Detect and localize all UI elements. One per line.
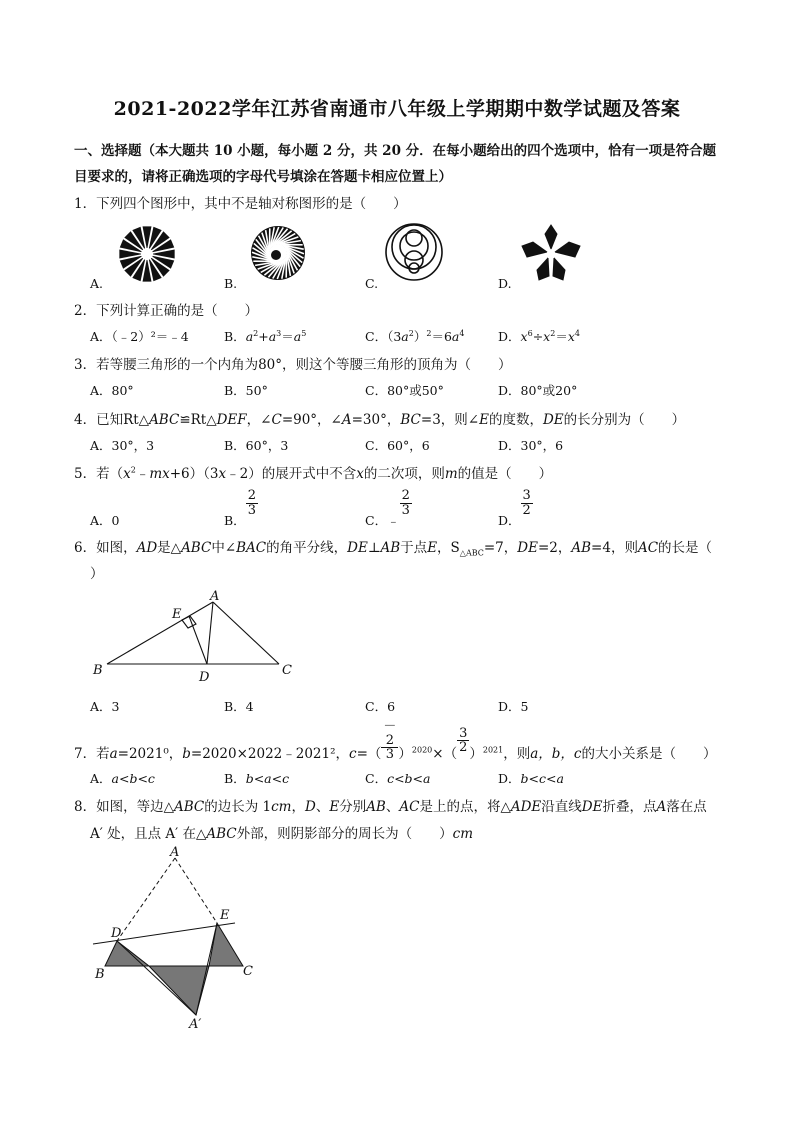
figure-1a-sunburst-icon — [118, 225, 176, 283]
q2-option-a[interactable]: A．（﹣2）²＝﹣4 — [90, 329, 189, 344]
q1-option-c[interactable]: C. — [365, 276, 379, 291]
q5-option-c[interactable]: C．﹣ $\frac{2}{3}$ — [365, 488, 410, 528]
figure-1b-spiral-icon — [250, 225, 306, 281]
q5-option-a[interactable]: A．0 — [90, 513, 120, 528]
q4-option-d[interactable]: D．30°，6 — [498, 438, 564, 453]
label-c: C — [282, 663, 292, 678]
question-4: 4．已知Rt△ABC≌Rt△DEF，∠C=90°，∠A=30°，BC=3，则∠E的度数，DE的长分别为（ ） — [74, 412, 686, 428]
section-heading-line1: 一、选择题（本大题共 10 小题，每小题 2 分，共 20 分．在每小题给出的四个选项中，恰有一项是符合题 — [74, 143, 717, 159]
fig8-label-e: E — [220, 908, 230, 923]
section-heading-line2: 目要求的，请将正确选项的字母代号填涂在答题卡相应位置上） — [74, 169, 452, 185]
question-6-cont: ） — [90, 566, 104, 582]
q6-option-c[interactable]: C．6 — [365, 699, 396, 714]
question-8-line2: A′ 处，且点 A′ 在△ABC外部，则阴影部分的周长为（ ）cm — [90, 826, 474, 842]
q2-option-d[interactable]: D．$x^6\div x^2=x^4$ — [498, 328, 580, 344]
label-b: B — [93, 663, 103, 678]
question-8-line1: 8．如图，等边△ABC的边长为 1cm，D、E分别AB、AC是上的点，将△ADE沿直线DE折叠，点A落在点 — [74, 799, 707, 815]
fig8-label-b: B — [95, 967, 105, 982]
q1-option-a[interactable]: A. — [90, 276, 104, 291]
q6-option-b[interactable]: B．4 — [224, 699, 254, 714]
question-5: 5．若$(x^2﹣mx+6)(3x﹣2)$的展开式中不含x的二次项，则m的值是（ ） — [74, 465, 553, 482]
q1-option-d[interactable]: D. — [498, 276, 512, 291]
q3-option-d[interactable]: D．80°或20° — [498, 383, 578, 398]
q7-option-a[interactable]: A．a<b<c — [90, 771, 155, 786]
fig8-label-a: A — [170, 845, 180, 860]
q6-option-d[interactable]: D．5 — [498, 699, 529, 714]
q3-option-b[interactable]: B．50° — [224, 383, 268, 398]
q2-option-c[interactable]: C．$(3a^2)^2=6a^4$ — [365, 328, 465, 344]
q2-option-b[interactable]: B．$a^2+a^3=a^5$ — [224, 328, 307, 344]
q5-option-b[interactable]: B． $\frac{2}{3}$ — [224, 488, 256, 528]
fig8-label-a-prime: A′ — [189, 1017, 202, 1032]
question-6: 6．如图，AD是△ABC中∠BAC的角平分线，DE⊥AB于点E，$S_{\triangle ABC}=7$，DE=2，AB=4，则AC的长是（ — [74, 540, 713, 558]
figure-6-triangle — [90, 588, 310, 688]
q3-option-c[interactable]: C．80°或50° — [365, 383, 444, 398]
q4-option-b[interactable]: B．60°，3 — [224, 438, 289, 453]
label-e: E — [172, 607, 182, 622]
question-7: 7．若a=2021⁰，b=2020×2022﹣2021²，c=（ － 2 3 ）$^{2020}$×（ $\frac{3}{2}$ ）$^{2021}$，则a，b，c的大小关系是（ ） — [74, 719, 717, 763]
q3-option-a[interactable]: A．80° — [90, 383, 134, 398]
question-1: 1．下列四个图形中，其中不是轴对称图形的是（ ） — [74, 196, 407, 212]
figure-1d-star-icon — [520, 223, 582, 281]
fig8-label-c: C — [243, 964, 253, 979]
q7-option-b[interactable]: B．b<a<c — [224, 771, 290, 786]
q1-option-b[interactable]: B. — [224, 276, 238, 291]
figure-1c-circles-icon — [384, 222, 444, 282]
q7-option-d[interactable]: D．b<c<a — [498, 771, 564, 786]
q4-option-c[interactable]: C．60°，6 — [365, 438, 430, 453]
figure-8-folded-triangle — [85, 845, 275, 1030]
q7-option-c[interactable]: C．c<b<a — [365, 771, 431, 786]
q4-option-a[interactable]: A．30°，3 — [90, 438, 155, 453]
label-d: D — [199, 670, 210, 685]
q6-option-a[interactable]: A．3 — [90, 699, 120, 714]
q5-option-d[interactable]: D． $\frac{3}{2}$ — [498, 488, 531, 528]
fig8-label-d: D — [111, 926, 122, 941]
label-a: A — [210, 589, 220, 604]
question-2: 2．下列计算正确的是（ ） — [74, 303, 259, 319]
question-3: 3．若等腰三角形的一个内角为80°，则这个等腰三角形的顶角为（ ） — [74, 357, 512, 373]
page-title: 2021-2022学年江苏省南通市八年级上学期期中数学试题及答案 — [113, 98, 681, 120]
